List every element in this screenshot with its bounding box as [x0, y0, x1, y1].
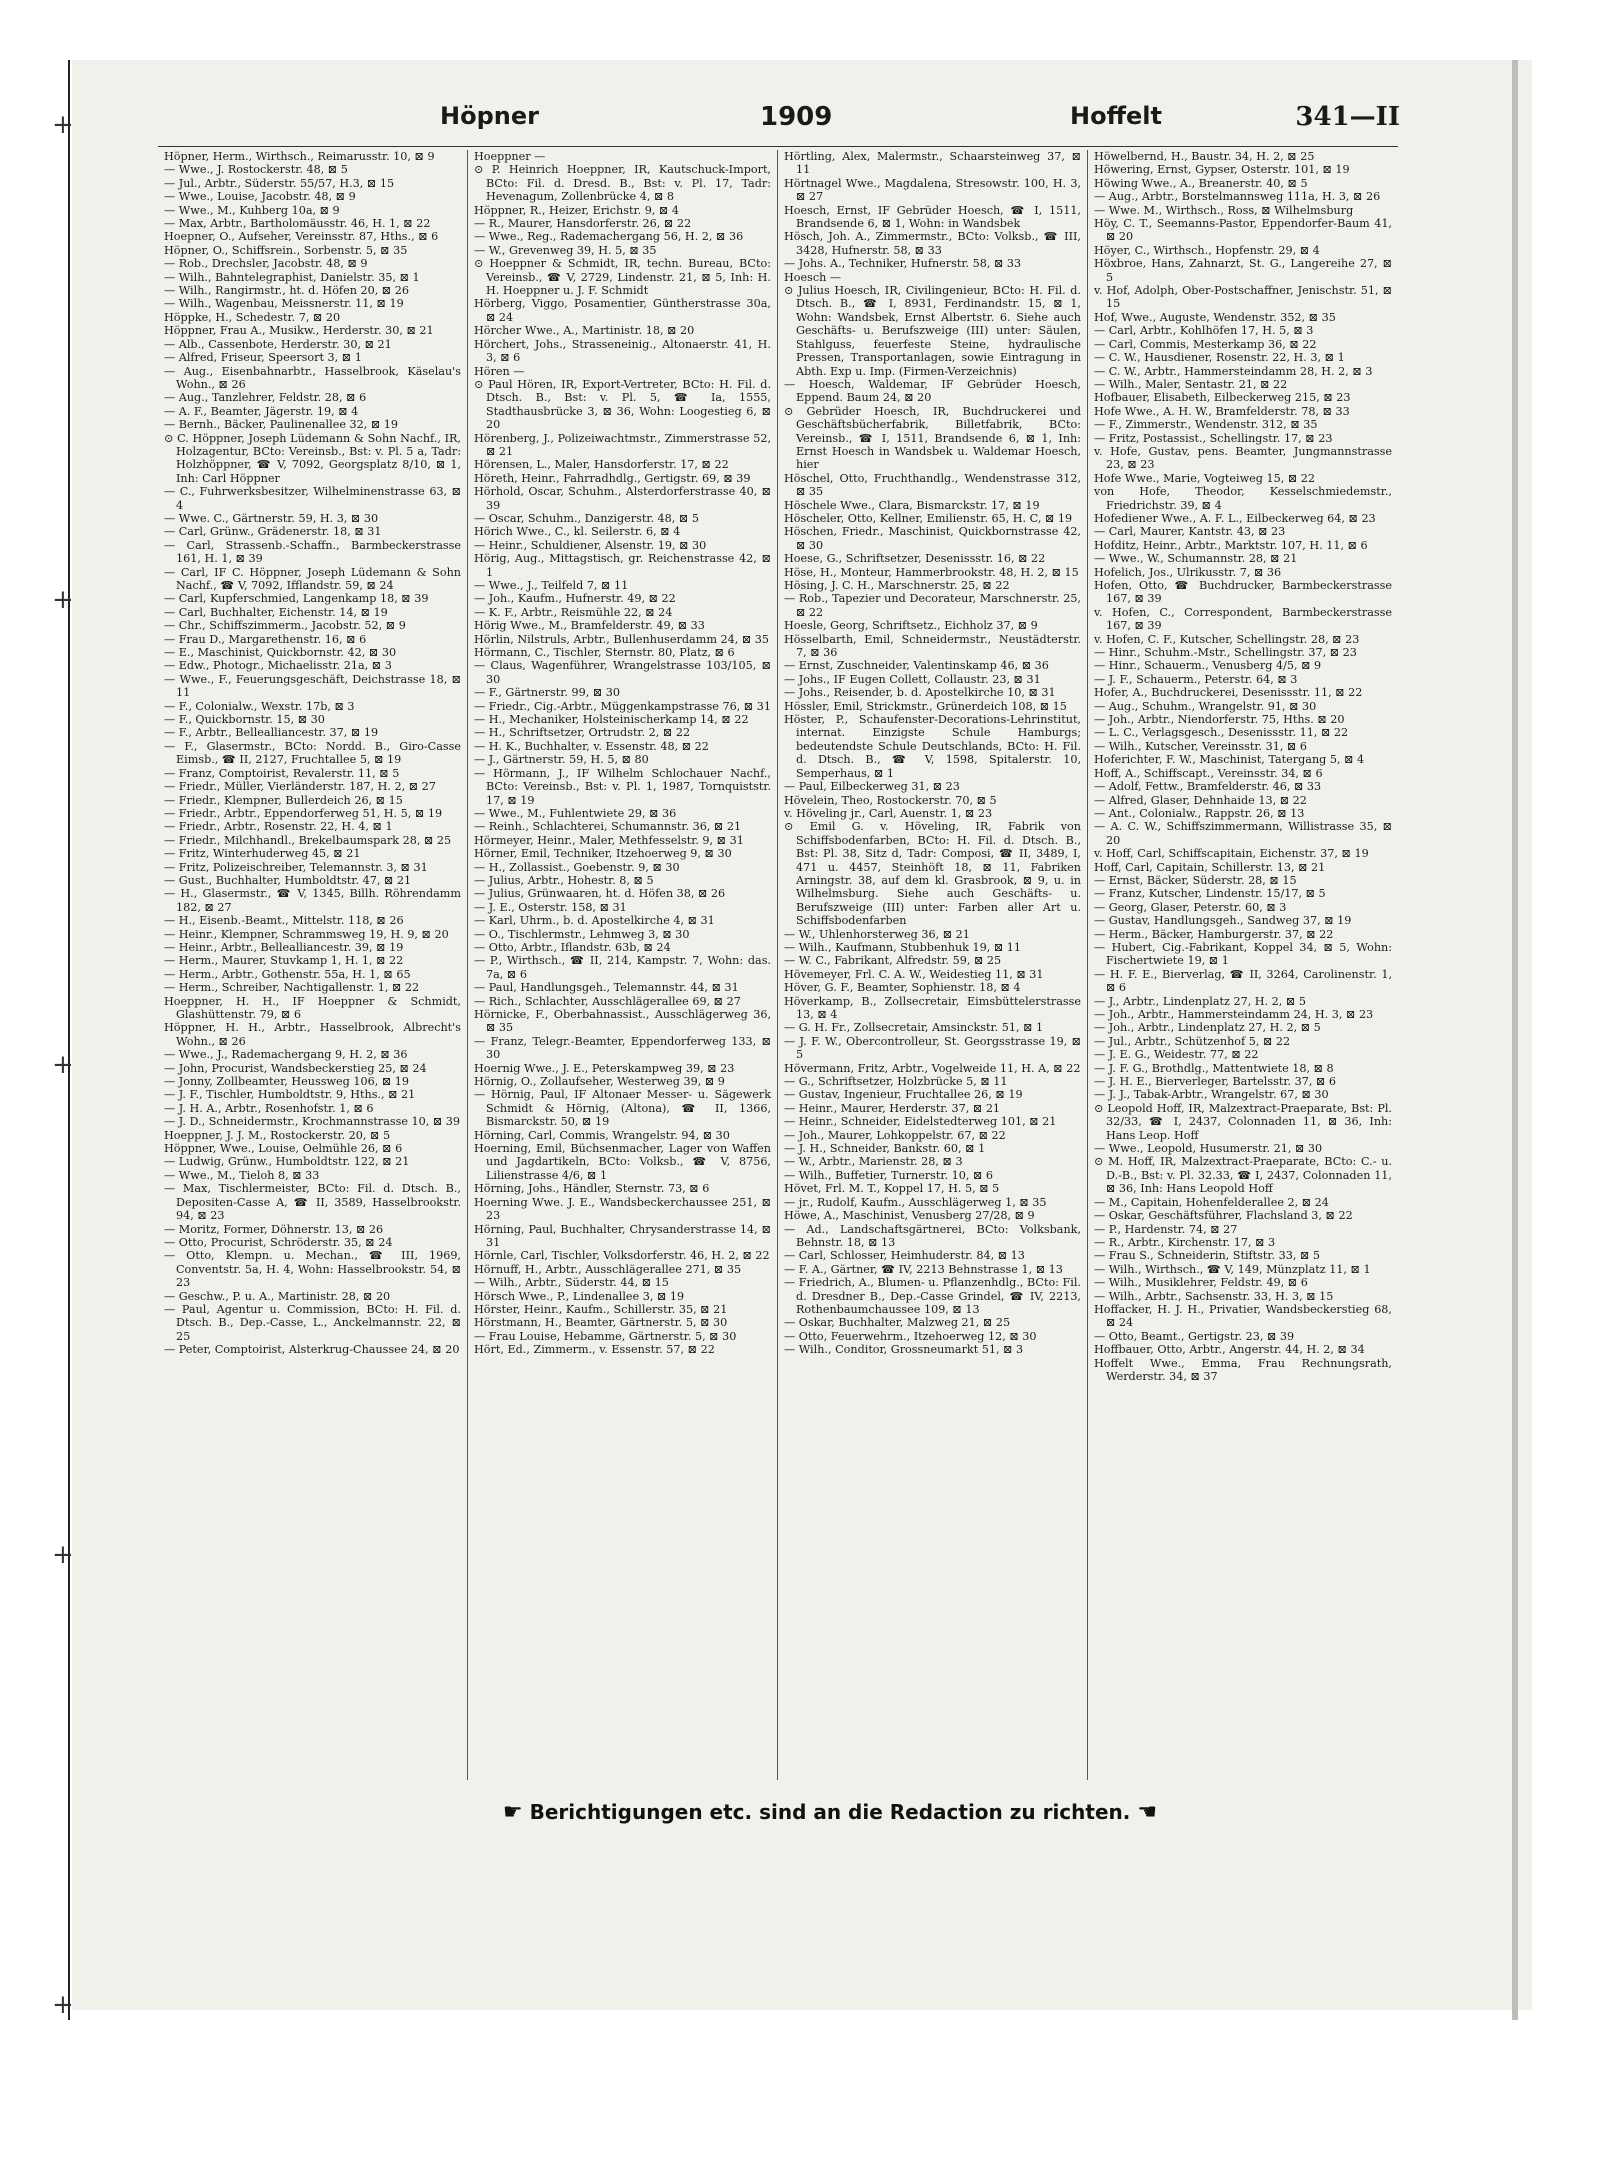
directory-entry: — F., Arbtr., Bellealliancestr. 37, ⊠ 19: [164, 726, 379, 740]
directory-entry: — Wilh., Kutscher, Vereinsstr. 31, ⊠ 6: [1094, 739, 1307, 753]
directory-entry: — Herm., Bäcker, Hamburgerstr. 37, ⊠ 22: [1094, 927, 1334, 941]
directory-entry: — W., Uhlenhorsterweg 36, ⊠ 21: [784, 927, 970, 941]
page-edge-shadow: [1512, 60, 1518, 2020]
directory-entry: Hörnle, Carl, Tischler, Volksdorferstr. 46, H. 2, ⊠ 22: [474, 1249, 770, 1263]
directory-entry: Höxbroe, Hans, Zahnarzt, St. G., Langereihe 27, ⊠ 5: [1094, 257, 1392, 284]
directory-entry: — Wwe. C., Gärtnerstr. 59, H. 3, ⊠ 30: [164, 511, 379, 525]
directory-entry: — Heinr., Klempner, Schrammsweg 19, H. 9, ⊠ 20: [164, 927, 449, 941]
directory-entry: v. Hof, Adolph, Ober-Postschaffner, Jenischstr. 51, ⊠ 15: [1094, 284, 1392, 311]
directory-entry: — Friedr., Milchhandl., Brekelbaumspark 28, ⊠ 25: [164, 833, 452, 847]
directory-entry: — Wwe., F., Feuerungsgeschäft, Deichstrasse 18, ⊠ 11: [164, 672, 461, 700]
directory-entry: von Hofe, Theodor, Kesselschmiedemstr., Friedrichstr. 39, ⊠ 4: [1094, 485, 1392, 512]
directory-entry: — C. W., Hausdiener, Rosenstr. 22, H. 3, ⊠ 1: [1094, 351, 1345, 365]
directory-entry: — Julius, Grünwaaren, ht. d. Höfen 38, ⊠ 26: [474, 887, 726, 901]
directory-entry: — Aug., Tanzlehrer, Feldstr. 28, ⊠ 6: [164, 391, 367, 405]
directory-entry: Hoerning, Emil, Büchsenmacher, Lager von Waffen und Jagdartikeln, BCto: Volksb., ☎ V, 8756, Lilienstrasse 4/6, ⊠ 1: [474, 1142, 771, 1182]
directory-entry: — Joh., Kaufm., Hufnerstr. 49, ⊠ 22: [474, 592, 676, 606]
directory-entry: Hofer, A., Buchdruckerei, Desenissstr. 11, ⊠ 22: [1094, 686, 1363, 700]
directory-entry: — Friedr., Müller, Vierländerstr. 187, H. 2, ⊠ 27: [164, 780, 436, 794]
directory-entry: Hösch, Joh. A., Zimmermstr., BCto: Volksb., ☎ III, 3428, Hufnerstr. 58, ⊠ 33: [784, 230, 1081, 257]
directory-entry: — Wilh., Maler, Sentastr. 21, ⊠ 22: [1094, 377, 1288, 391]
directory-entry: — J. E. G., Weidestr. 77, ⊠ 22: [1094, 1048, 1259, 1062]
directory-entry: Hörster, Heinr., Kaufm., Schillerstr. 35, ⊠ 21: [474, 1302, 728, 1316]
directory-entry: Hörnicke, F., Oberbahnassist., Ausschlägerweg 36, ⊠ 35: [474, 1008, 771, 1035]
footer-text: Berichtigungen etc. sind an die Redaction zu richten.: [529, 1800, 1131, 1824]
directory-entry: — Jonny, Zollbeamter, Heussweg 106, ⊠ 19: [164, 1075, 410, 1089]
directory-entry: — Rob., Drechsler, Jacobstr. 48, ⊠ 9: [164, 257, 368, 271]
directory-entry: — Wwe., W., Schumannstr. 28, ⊠ 21: [1094, 552, 1298, 566]
directory-entry: Hoernig Wwe., J. E., Peterskampweg 39, ⊠ 23: [474, 1061, 735, 1075]
directory-entry: — Chr., Schiffszimmerm., Jacobstr. 52, ⊠ 9: [164, 619, 406, 633]
directory-entry: Höpner, Herm., Wirthsch., Reimarusstr. 10, ⊠ 9: [164, 150, 435, 163]
header-last-name: Hoffelt: [1070, 102, 1162, 130]
directory-entry: — Heinr., Schuldiener, Alsenstr. 19, ⊠ 30: [474, 538, 707, 552]
directory-entry: — Wwe., Leopold, Husumerstr. 21, ⊠ 30: [1094, 1142, 1323, 1156]
binding-edge: [68, 60, 70, 2020]
directory-entry: Hörsch Wwe., P., Lindenallee 3, ⊠ 19: [474, 1289, 685, 1303]
directory-entry: ⊙ Gebrüder Hoesch, IR, Buchdruckerei und Geschäftsbücherfabrik, Billetfabrik, BCto: Vereinsb., ☎ I, 1511, Brandsende 6, ⊠ 1, Inh: Ernst Hoesch in Wandsbek u. Waldemar Hoesch, hier: [784, 404, 1081, 472]
directory-entry: — Joh., Arbtr., Lindenplatz 27, H. 2, ⊠ 5: [1094, 1021, 1321, 1035]
directory-entry: Hövemeyer, Frl. C. A. W., Weidestieg 11, ⊠ 31: [784, 967, 1044, 981]
directory-entry: — Wilh., Rangirmstr., ht. d. Höfen 20, ⊠ 26: [164, 284, 409, 298]
directory-entry: — C. W., Arbtr., Hammersteindamm 28, H. 2, ⊠ 3: [1094, 364, 1373, 378]
directory-entry: — Heinr., Maurer, Herderstr. 37, ⊠ 21: [784, 1101, 1001, 1115]
directory-entry: — Gust., Buchhalter, Humboldtstr. 47, ⊠ 21: [164, 873, 412, 887]
directory-entry: Höverkamp, B., Zollsecretair, Eimsbüttelerstrasse 13, ⊠ 4: [784, 994, 1081, 1021]
directory-entry: — Hubert, Cig.-Fabrikant, Koppel 34, ⊠ 5, Wohn: Fischertwiete 19, ⊠ 1: [1094, 940, 1392, 968]
directory-entry: Hörnuff, H., Arbtr., Ausschlägerallee 271, ⊠ 35: [474, 1262, 742, 1276]
directory-entry: Hoffbauer, Otto, Arbtr., Angerstr. 44, H. 2, ⊠ 34: [1094, 1343, 1365, 1357]
directory-entry: Hofditz, Heinr., Arbtr., Marktstr. 107, H. 11, ⊠ 6: [1094, 538, 1368, 552]
directory-entry: — J. F. G., Brothdlg., Mattentwiete 18, ⊠ 8: [1094, 1061, 1334, 1075]
directory-entry: Hörcher Wwe., A., Martinistr. 18, ⊠ 20: [474, 324, 695, 338]
directory-entry: — H., Eisenb.-Beamt., Mittelstr. 118, ⊠ 26: [164, 914, 404, 928]
directory-entry: Hörning, Johs., Händler, Sternstr. 73, ⊠ 6: [474, 1182, 710, 1196]
directory-entry: — K. F., Arbtr., Reismühle 22, ⊠ 24: [474, 605, 673, 619]
directory-entry: Höreth, Heinr., Fahrradhdlg., Gertigstr. 69, ⊠ 39: [474, 471, 751, 485]
directory-entry: — P., Wirthsch., ☎ II, 214, Kampstr. 7, Wohn: das. 7a, ⊠ 6: [474, 954, 771, 981]
directory-entry: — Hoesch, Waldemar, IF Gebrüder Hoesch, Eppend. Baum 24, ⊠ 20: [784, 377, 1081, 405]
directory-entry: — Friedr., Cig.-Arbtr., Müggenkampstrasse 76, ⊠ 31: [474, 699, 771, 713]
directory-entry: — Jul., Arbtr., Schützenhof 5, ⊠ 22: [1094, 1034, 1291, 1048]
directory-entry: — Fritz, Postassist., Schellingstr. 17, ⊠ 23: [1094, 431, 1333, 445]
column-1: [158, 150, 468, 1780]
directory-entry: — Hinr., Schuhm.-Mstr., Schellingstr. 37, ⊠ 23: [1094, 646, 1357, 660]
directory-entry: Höpner, O., Schiffsrein., Sorbenstr. 5, ⊠ 35: [164, 243, 408, 257]
directory-entry: ⊙ Paul Hören, IR, Export-Vertreter, BCto: H. Fil. d. Dtsch. B., Bst: v. Pl. 5, ☎ Ia, 1555, Stadthausbrücke 3, ⊠ 36, Wohn: Loogestieg 6, ⊠ 20: [474, 377, 771, 432]
directory-entry: ⊙ Hoeppner & Schmidt, IR, techn. Bureau, BCto: Vereinsb., ☎ V, 2729, Lindenstr. 21, ⊠ 5, Inh: H. H. Hoeppner u. J. F. Schmidt: [474, 257, 771, 298]
directory-entry: Hörning, Carl, Commis, Wrangelstr. 94, ⊠ 30: [474, 1128, 730, 1142]
directory-entry: — Johs., Reisender, b. d. Apostelkirche 10, ⊠ 31: [784, 686, 1056, 700]
directory-entry: — Hörmann, J., IF Wilhelm Schlochauer Nachf., BCto: Vereinsb., Bst: v. Pl. 1, 1987, Tornquiststr. 17, ⊠ 19: [474, 766, 771, 807]
directory-entry: — J. D., Schneidermstr., Krochmannstrasse 10, ⊠ 39: [164, 1115, 461, 1129]
directory-entry: Hövet, Frl. M. T., Koppel 17, H. 5, ⊠ 5: [784, 1182, 1000, 1196]
directory-entry: ⊙ Emil G. v. Höveling, IR, Fabrik von Schiffsbodenfarben, BCto: H. Fil. d. Dtsch. B., Bst: Pl. 38, Sitz d, Tadr: Composi, ☎ II, 3489, I, 471 u. 4457, Steinhöft 18, ⊠ 11, Fabriken Arningstr. 38, auf dem kl. Grasbrook, ⊠ 9, u. in Wilhelmsburg. Siehe auch Geschäfts- u. Berufszweige (III) unter: Farben aller Art u. Schiffsbodenfarben: [784, 820, 1081, 928]
directory-entry: Hoferichter, F. W., Maschinist, Tatergang 5, ⊠ 4: [1094, 753, 1365, 767]
directory-entry: — Adolf, Fettw., Bramfelderstr. 46, ⊠ 33: [1094, 780, 1322, 794]
directory-entry: — Herm., Schreiber, Nachtigallenstr. 1, ⊠ 22: [164, 981, 420, 995]
directory-entry: — Wilh., Conditor, Grossneumarkt 51, ⊠ 3: [784, 1343, 1024, 1357]
directory-entry: — Jul., Arbtr., Süderstr. 55/57, H.3, ⊠ 15: [164, 176, 395, 190]
directory-entry: — Carl, Strassenb.-Schaffn., Barmbeckerstrasse 161, H. 1, ⊠ 39: [164, 538, 461, 566]
directory-entry: Höse, H., Monteur, Hammerbrookstr. 48, H. 2, ⊠ 15: [784, 565, 1079, 579]
directory-entry: Hoesch, Ernst, IF Gebrüder Hoesch, ☎ I, 1511, Brandsende 6, ⊠ 1, Wohn: in Wandsbek: [784, 203, 1081, 231]
directory-entry: — Oskar, Buchhalter, Malzweg 21, ⊠ 25: [784, 1316, 1011, 1330]
directory-entry: — Gustav, Handlungsgeh., Sandweg 37, ⊠ 19: [1094, 914, 1352, 928]
directory-entry: Hörensen, L., Maler, Hansdorferstr. 17, ⊠ 22: [474, 458, 729, 472]
directory-entry: — G. H. Fr., Zollsecretair, Amsinckstr. 51, ⊠ 1: [784, 1021, 1044, 1035]
directory-entry: — Carl, Arbtr., Kohlhöfen 17, H. 5, ⊠ 3: [1094, 324, 1314, 338]
binding-mark: +: [52, 110, 74, 140]
directory-entry: Hösing, J. C. H., Marschnerstr. 25, ⊠ 22: [784, 579, 1010, 592]
directory-entry: Hösselbarth, Emil, Schneidermstr., Neustädterstr. 7, ⊠ 36: [784, 632, 1081, 660]
directory-entry: — Ernst, Bäcker, Süderstr. 28, ⊠ 15: [1094, 873, 1297, 887]
directory-entry: Hof, Wwe., Auguste, Wendenstr. 352, ⊠ 35: [1094, 310, 1336, 324]
directory-entry: Hövermann, Fritz, Arbtr., Vogelweide 11, H. A, ⊠ 22: [784, 1061, 1081, 1075]
directory-entry: Hoeppner —: [474, 150, 546, 163]
directory-entry: — W., Grevenweg 39, H. 5, ⊠ 35: [474, 243, 657, 257]
directory-entry: Höwelbernd, H., Baustr. 34, H. 2, ⊠ 25: [1094, 150, 1315, 163]
directory-entry: — L. C., Verlagsgesch., Desenissstr. 11, ⊠ 22: [1094, 726, 1349, 740]
directory-entry: Hoffacker, H. J. H., Privatier, Wandsbeckerstieg 68, ⊠ 24: [1094, 1302, 1392, 1330]
directory-entry: — Paul, Handlungsgeh., Telemannstr. 44, ⊠ 31: [474, 981, 739, 995]
directory-entry: Hössler, Emil, Strickmstr., Grünerdeich 108, ⊠ 15: [784, 699, 1067, 713]
directory-entry: — F., Gärtnerstr. 99, ⊠ 30: [474, 686, 621, 700]
directory-entry: — Wilh., Bahntelegraphist, Danielstr. 35, ⊠ 1: [164, 270, 420, 284]
directory-entry: — C., Fuhrwerksbesitzer, Wilhelminenstrasse 63, ⊠ 4: [164, 485, 461, 512]
directory-entry: — J. F. W., Obercontrolleur, St. Georgsstrasse 19, ⊠ 5: [784, 1034, 1081, 1062]
directory-entry: — Herm., Arbtr., Gothenstr. 55a, H. 1, ⊠ 65: [164, 967, 411, 981]
running-header: [150, 102, 1400, 138]
directory-entry: — Friedrich, A., Blumen- u. Pflanzenhdlg., BCto: Fil. d. Dresdner B., Dep.-Casse Grindel, ☎ IV, 2213, Rothenbaumchaussee 109, ⊠ 13: [784, 1276, 1081, 1316]
directory-entry: — Wwe., J., Rademachergang 9, H. 2, ⊠ 36: [164, 1048, 408, 1062]
directory-entry: — Otto, Klempn. u. Mechan., ☎ III, 1969, Conventstr. 5a, H. 4, Wohn: Hasselbrookstr. 54, ⊠ 23: [164, 1249, 461, 1290]
column-2: [468, 150, 778, 1780]
directory-entry: — Aug., Eisenbahnarbtr., Hasselbrook, Käselau's Wohn., ⊠ 26: [164, 364, 461, 391]
directory-entry: ⊙ Leopold Hoff, IR, Malzextract-Praeparate, Bst: Pl. 32/33, ☎ I, 2437, Colonnaden 11, ⊠ 36, Inh: Hans Leop. Hoff: [1094, 1101, 1392, 1142]
directory-entry: Hoff, A., Schiffscapt., Vereinsstr. 34, ⊠ 6: [1094, 766, 1323, 780]
directory-entry: — Reinh., Schlachterei, Schumannstr. 36, ⊠ 21: [474, 820, 742, 834]
directory-entry: Hörning, Paul, Buchhalter, Chrysanderstrasse 14, ⊠ 31: [474, 1222, 771, 1249]
directory-entry: Hörner, Emil, Techniker, Itzehoerweg 9, ⊠ 30: [474, 847, 732, 861]
directory-entry: — Bernh., Bäcker, Paulinenallee 32, ⊠ 19: [164, 418, 399, 432]
directory-entry: Höschel, Otto, Fruchthandlg., Wendenstrasse 312, ⊠ 35: [784, 471, 1081, 499]
directory-entry: Hörstmann, H., Beamter, Gärtnerstr. 5, ⊠ 30: [474, 1316, 728, 1330]
directory-entry: — F., Glasermstr., BCto: Nordd. B., Giro-Casse Eimsb., ☎ II, 2127, Fruchtallee 5, ⊠ 19: [164, 739, 461, 767]
directory-entry: — H., Schriftsetzer, Ortrudstr. 2, ⊠ 22: [474, 726, 691, 740]
directory-entry: — Edw., Photogr., Michaelisstr. 21a, ⊠ 3: [164, 659, 392, 673]
directory-entry: — H., Mechaniker, Holsteinischerkamp 14, ⊠ 22: [474, 713, 749, 727]
directory-entry: — Oscar, Schuhm., Danzigerstr. 48, ⊠ 5: [474, 511, 699, 525]
directory-entry: ⊙ M. Hoff, IR, Malzextract-Praeparate, BCto: C.- u. D.-B., Bst: v. Pl. 32.33, ☎ I, 2437, Colonnaden 11, ⊠ 36, Inh: Hans Leopold Hoff: [1094, 1155, 1392, 1196]
directory-entry: — Wwe., M., Tieloh 8, ⊠ 33: [164, 1168, 320, 1182]
directory-entry: — Ludwig, Grünw., Humboldtstr. 122, ⊠ 21: [164, 1155, 410, 1169]
directory-entry: — J. J., Tabak-Arbtr., Wrangelstr. 67, ⊠ 30: [1094, 1088, 1329, 1102]
directory-entry: — Wwe., Louise, Jacobstr. 48, ⊠ 9: [164, 190, 356, 204]
directory-entry: — Geschw., P. u. A., Martinistr. 28, ⊠ 20: [164, 1289, 391, 1303]
directory-entry: Hofe Wwe., Marie, Vogteiweg 15, ⊠ 22: [1094, 471, 1316, 485]
directory-entry: Hörhold, Oscar, Schuhm., Alsterdorferstrasse 40, ⊠ 39: [474, 485, 771, 512]
directory-entry: Höwe, A., Maschinist, Venusberg 27/28, ⊠ 9: [784, 1209, 1035, 1223]
directory-entry: — Friedr., Klempner, Bullerdeich 26, ⊠ 15: [164, 793, 403, 807]
directory-entry: — Alb., Cassenbote, Herderstr. 30, ⊠ 21: [164, 337, 392, 351]
directory-entry: Hörchert, Johs., Strasseneinig., Altonaerstr. 41, H. 3, ⊠ 6: [474, 337, 771, 365]
directory-entry: Höster, P., Schaufenster-Decorations-Lehrinstitut, internat. Einzigste Schule Hamburgs; bedeutendste Schule Deutschlands, BCto: H. Fil. d. Dtsch. B., ☎ V, 1598, Spitalerstr. 10, Semperhaus, ⊠ 1: [784, 713, 1081, 780]
directory-entry: — G., Schriftsetzer, Holzbrücke 5, ⊠ 11: [784, 1075, 1008, 1089]
directory-entry: — Peter, Comptoirist, Alsterkrug-Chaussee 24, ⊠ 20: [164, 1343, 460, 1357]
directory-entry: Hofen, Otto, ☎ Buchdrucker, Barmbeckerstrasse 167, ⊠ 39: [1094, 579, 1392, 606]
directory-entry: — Georg, Glaser, Peterstr. 60, ⊠ 3: [1094, 900, 1287, 914]
directory-entry: — Carl, Buchhalter, Eichenstr. 14, ⊠ 19: [164, 605, 388, 619]
pointing-hand-right-icon: ☛: [502, 1800, 523, 1825]
directory-entry: — Ad., Landschaftsgärtnerei, BCto: Volksbank, Behnstr. 18, ⊠ 13: [784, 1222, 1081, 1249]
directory-entry: — R., Arbtr., Kirchenstr. 17, ⊠ 3: [1094, 1235, 1276, 1249]
directory-entry: — J. H. E., Bierverleger, Bartelsstr. 37, ⊠ 6: [1094, 1075, 1336, 1089]
directory-entry: — Aug., Schuhm., Wrangelstr. 91, ⊠ 30: [1094, 699, 1317, 713]
binding-mark: +: [52, 585, 74, 615]
directory-entry: — W. C., Fabrikant, Alfredstr. 59, ⊠ 25: [784, 954, 1002, 968]
directory-entry: — Otto, Arbtr., Iflandstr. 63b, ⊠ 24: [474, 940, 671, 954]
directory-entry: Hoepner, O., Aufseher, Vereinsstr. 87, Hths., ⊠ 6: [164, 230, 439, 244]
directory-entry: ⊙ C. Höppner, Joseph Lüdemann & Sohn Nachf., IR, Holzagentur, BCto: Vereinsb., Bst: v. Pl. 5 a, Tadr: Holzhöppner, ☎ V, 7092, Georgsplatz 8/10, ⊠ 1, Inh: Carl Höppner: [164, 431, 461, 485]
directory-entry: — Carl, Kupferschmied, Langenkamp 18, ⊠ 39: [164, 592, 429, 606]
directory-entry: Hofe Wwe., A. H. W., Bramfelderstr. 78, ⊠ 33: [1094, 404, 1350, 418]
directory-entry: Hörig, Aug., Mittagstisch, gr. Reichenstrasse 42, ⊠ 1: [474, 552, 771, 579]
directory-entry: Hoese, G., Schriftsetzer, Desenissstr. 16, ⊠ 22: [784, 552, 1046, 566]
directory-entry: — J. F., Schauerm., Peterstr. 64, ⊠ 3: [1094, 672, 1298, 686]
directory-entry: Höscheler, Otto, Kellner, Emilienstr. 65, H. C, ⊠ 19: [784, 511, 1073, 525]
directory-entry: v. Hofen, C., Correspondent, Barmbeckerstrasse 167, ⊠ 39: [1094, 605, 1392, 633]
directory-entry: — Karl, Uhrm., b. d. Apostelkirche 4, ⊠ 31: [474, 914, 715, 928]
directory-entry: Hoesle, Georg, Schriftsetz., Eichholz 37, ⊠ 9: [784, 619, 1038, 633]
directory-entry: Hörberg, Viggo, Posamentier, Güntherstrasse 30a, ⊠ 24: [474, 297, 771, 324]
directory-entry: Höy, C. T., Seemanns-Pastor, Eppendorfer-Baum 41, ⊠ 20: [1094, 217, 1392, 244]
directory-entry: — Wilh., Buffetier, Turnerstr. 10, ⊠ 6: [784, 1168, 994, 1182]
page-number: 341—II: [1295, 102, 1400, 132]
directory-entry: — Hinr., Schauerm., Venusberg 4/5, ⊠ 9: [1094, 659, 1322, 673]
directory-entry: — E., Maschinist, Quickbornstr. 42, ⊠ 30: [164, 646, 397, 660]
binding-mark: +: [52, 1540, 74, 1570]
directory-entry: — Carl, Grünw., Grädenerstr. 18, ⊠ 31: [164, 525, 382, 539]
directory-entry: — Aug., Arbtr., Borstelmannsweg 111a, H. 3, ⊠ 26: [1094, 190, 1381, 204]
directory-entry: — H., Glasermstr., ☎ V, 1345, Billh. Röhrendamm 182, ⊠ 27: [164, 887, 461, 914]
directory-entry: — Wwe., M., Kuhberg 10a, ⊠ 9: [164, 203, 340, 217]
directory-entry: — Wwe. M., Wirthsch., Ross, ⊠ Wilhelmsburg: [1094, 203, 1354, 217]
directory-entry: Höppke, H., Schedestr. 7, ⊠ 20: [164, 310, 341, 324]
directory-entry: — W., Arbtr., Marienstr. 28, ⊠ 3: [784, 1155, 963, 1169]
directory-entry: — Friedr., Arbtr., Eppendorferweg 51, H. 5, ⊠ 19: [164, 806, 443, 820]
directory-entry: — Paul, Eilbeckerweg 31, ⊠ 23: [784, 780, 960, 794]
directory-entry: Hoffelt Wwe., Emma, Frau Rechnungsrath, Werderstr. 34, ⊠ 37: [1094, 1356, 1392, 1383]
directory-entry: Hörlin, Nilstruls, Arbtr., Bullenhuserdamm 24, ⊠ 35: [474, 632, 769, 646]
column-3: [778, 150, 1088, 1780]
directory-entry: Hofediener Wwe., A. F. L., Eilbeckerweg 64, ⊠ 23: [1094, 511, 1376, 525]
binding-mark: +: [52, 1050, 74, 1080]
directory-entry: — Paul, Agentur u. Commission, BCto: H. Fil. d. Dtsch. B., Dep.-Casse, L., Anckelmannstr. 22, ⊠ 25: [164, 1302, 461, 1343]
directory-entry: — Wilh., Arbtr., Sachsenstr. 33, H. 3, ⊠ 15: [1094, 1289, 1334, 1303]
directory-entry: — Alfred, Friseur, Speersort 3, ⊠ 1: [164, 351, 362, 365]
directory-entry: — Frau Louise, Hebamme, Gärtnerstr. 5, ⊠ 30: [474, 1329, 737, 1343]
directory-entry: — F., Zimmerstr., Wendenstr. 312, ⊠ 35: [1094, 418, 1318, 432]
directory-entry: — Heinr., Arbtr., Bellealliancestr. 39, ⊠ 19: [164, 940, 404, 954]
directory-entry: v. Hofe, Gustav, pens. Beamter, Jungmannstrasse 23, ⊠ 23: [1094, 444, 1392, 472]
directory-entry: — Otto, Beamt., Gertigstr. 23, ⊠ 39: [1094, 1329, 1295, 1343]
directory-entry: — Wwe., M., Fuhlentwiete 29, ⊠ 36: [474, 806, 677, 820]
directory-entry: Hört, Ed., Zimmerm., v. Essenstr. 57, ⊠ 22: [474, 1343, 715, 1357]
pointing-hand-left-icon: ☚: [1137, 1800, 1158, 1825]
directory-entry: — J., Arbtr., Lindenplatz 27, H. 2, ⊠ 5: [1094, 994, 1306, 1008]
directory-entry: — Wilh., Arbtr., Süderstr. 44, ⊠ 15: [474, 1276, 669, 1290]
directory-entry: — Friedr., Arbtr., Rosenstr. 22, H. 4, ⊠ 1: [164, 820, 393, 834]
directory-entry: — J., Gärtnerstr. 59, H. 5, ⊠ 80: [474, 753, 649, 767]
directory-entry: — H. K., Buchhalter, v. Essenstr. 48, ⊠ 22: [474, 739, 709, 753]
directory-entry: Hoesch —: [784, 270, 842, 284]
directory-entry: — A. C. W., Schiffszimmermann, Willistrasse 35, ⊠ 20: [1094, 820, 1392, 847]
directory-entry: Hören —: [474, 364, 525, 378]
directory-entry: Hörtling, Alex, Malermstr., Schaarsteinweg 37, ⊠ 11: [784, 150, 1081, 177]
directory-entry: — Fritz, Polizeischreiber, Telemannstr. 3, ⊠ 31: [164, 860, 428, 874]
directory-entry: — M., Capitain, Hohenfelderallee 2, ⊠ 24: [1094, 1195, 1329, 1209]
directory-entry: — Alfred, Glaser, Dehnhaide 13, ⊠ 22: [1094, 793, 1307, 807]
directory-entry: — Franz, Kutscher, Lindenstr. 15/17, ⊠ 5: [1094, 887, 1326, 901]
directory-columns: [158, 150, 1398, 1780]
directory-entry: — F. A., Gärtner, ☎ IV, 2213 Behnstrasse 1, ⊠ 13: [784, 1262, 1063, 1276]
directory-entry: Höppner, Frau A., Musikw., Herderstr. 30, ⊠ 21: [164, 324, 434, 338]
column-4: [1088, 150, 1398, 1780]
directory-entry: — Wilh., Wagenbau, Meissnerstr. 11, ⊠ 19: [164, 297, 404, 311]
directory-entry: — Max, Tischlermeister, BCto: Fil. d. Dtsch. B., Depositen-Casse A, ☎ II, 3589, Hasselbrookstr. 94, ⊠ 23: [164, 1182, 461, 1223]
directory-entry: — F., Quickbornstr. 15, ⊠ 30: [164, 713, 325, 727]
directory-entry: Hoff, Carl, Capitain, Schillerstr. 13, ⊠ 21: [1094, 860, 1326, 874]
directory-entry: — Carl, Maurer, Kantstr. 43, ⊠ 23: [1094, 525, 1286, 539]
directory-entry: Hörmann, C., Tischler, Sternstr. 80, Platz, ⊠ 6: [474, 646, 735, 660]
directory-entry: — J. F., Tischler, Humboldtstr. 9, Hths., ⊠ 21: [164, 1088, 416, 1102]
directory-entry: Hörnig, O., Zollaufseher, Westerweg 39, ⊠ 9: [474, 1075, 725, 1089]
directory-entry: — Frau D., Margarethenstr. 16, ⊠ 6: [164, 632, 367, 646]
directory-entry: — Wwe., J., Teilfeld 7, ⊠ 11: [474, 579, 629, 592]
directory-entry: ⊙ P. Heinrich Hoeppner, IR, Kautschuck-Import, BCto: Fil. d. Dresd. B., Bst: v. Pl. 17, Tadr: Hevenagum, Zollenbrücke 4, ⊠ 8: [474, 163, 771, 204]
directory-entry: — Joh., Arbtr., Hammersteindamm 24, H. 3, ⊠ 23: [1094, 1008, 1374, 1021]
directory-entry: — Franz, Comptoirist, Revalerstr. 11, ⊠ 5: [164, 766, 400, 780]
directory-entry: — F., Colonialw., Wexstr. 17b, ⊠ 3: [164, 699, 355, 713]
directory-entry: Höwing Wwe., A., Breanerstr. 40, ⊠ 5: [1094, 176, 1308, 190]
directory-entry: Höver, G. F., Beamter, Sophienstr. 18, ⊠ 4: [784, 981, 1021, 995]
directory-entry: — Hörnig, Paul, IF Altonaer Messer- u. Sägewerk Schmidt & Hörnig, (Altona), ☎ II, 1366, Bismarckstr. 50, ⊠ 19: [474, 1088, 771, 1129]
directory-entry: Höschen, Friedr., Maschinist, Quickbornstrasse 42, ⊠ 30: [784, 525, 1081, 552]
directory-entry: — Carl, Schlosser, Heimhuderstr. 84, ⊠ 13: [784, 1249, 1025, 1263]
directory-entry: Höppner, Wwe., Louise, Oelmühle 26, ⊠ 6: [164, 1142, 403, 1156]
directory-entry: — Rich., Schlachter, Ausschlägerallee 69, ⊠ 27: [474, 994, 741, 1008]
directory-entry: Hörich Wwe., C., kl. Seilerstr. 6, ⊠ 4: [474, 525, 681, 539]
directory-entry: — Otto, Feuerwehrm., Itzehoerweg 12, ⊠ 30: [784, 1329, 1037, 1343]
directory-entry: — Rob., Tapezier und Decorateur, Marschnerstr. 25, ⊠ 22: [784, 592, 1081, 619]
directory-entry: v. Hofen, C. F., Kutscher, Schellingstr. 28, ⊠ 23: [1094, 632, 1360, 646]
directory-entry: Hörmeyer, Heinr., Maler, Methfesselstr. 9, ⊠ 31: [474, 833, 744, 847]
directory-entry: — Max, Arbtr., Bartholomäusstr. 46, H. 1, ⊠ 22: [164, 217, 431, 231]
directory-entry: — Heinr., Schneider, Eidelstedterweg 101, ⊠ 21: [784, 1115, 1057, 1129]
directory-entry: — Wilh., Wirthsch., ☎ V, 149, Münzplatz 11, ⊠ 1: [1094, 1262, 1371, 1276]
directory-entry: Hörenberg, J., Polizeiwachtmstr., Zimmerstrasse 52, ⊠ 21: [474, 431, 771, 458]
directory-entry: Hörig Wwe., M., Bramfelderstr. 49, ⊠ 33: [474, 619, 705, 633]
directory-entry: — Ant., Colonialw., Rappstr. 26, ⊠ 13: [1094, 806, 1305, 820]
directory-entry: — J. H., Schneider, Bankstr. 60, ⊠ 1: [784, 1142, 986, 1156]
directory-entry: — A. F., Beamter, Jägerstr. 19, ⊠ 4: [164, 404, 359, 418]
header-year: 1909: [760, 102, 833, 132]
directory-entry: — H. F. E., Bierverlag, ☎ II, 3264, Carolinenstr. 1, ⊠ 6: [1094, 967, 1392, 995]
binding-mark: +: [52, 1990, 74, 2020]
directory-entry: — J. H. A., Arbtr., Rosenhofstr. 1, ⊠ 6: [164, 1101, 374, 1115]
directory-entry: Höwering, Ernst, Gypser, Osterstr. 101, ⊠ 19: [1094, 163, 1350, 177]
directory-entry: — Ernst, Zuschneider, Valentinskamp 46, ⊠ 36: [784, 659, 1049, 673]
directory-entry: — Wwe., J. Rostockerstr. 48, ⊠ 5: [164, 163, 348, 177]
directory-entry: — Carl, IF C. Höppner, Joseph Lüdemann & Sohn Nachf., ☎ V, 7092, Ifflandstr. 59, ⊠ 24: [164, 565, 461, 592]
header-first-name: Höpner: [440, 102, 539, 130]
directory-entry: v. Höveling jr., Carl, Auenstr. 1, ⊠ 23: [784, 806, 993, 820]
directory-entry: Hofbauer, Elisabeth, Eilbeckerweg 215, ⊠ 23: [1094, 391, 1351, 405]
directory-entry: — Wwe., Reg., Rademachergang 56, H. 2, ⊠ 36: [474, 230, 744, 244]
directory-entry: — Claus, Wagenführer, Wrangelstrasse 103/105, ⊠ 30: [474, 659, 771, 686]
directory-entry: Höschele Wwe., Clara, Bismarckstr. 17, ⊠ 19: [784, 498, 1040, 512]
directory-entry: Höppner, H. H., Arbtr., Hasselbrook, Albrecht's Wohn., ⊠ 26: [164, 1021, 461, 1048]
directory-entry: — Carl, Commis, Mesterkamp 36, ⊠ 22: [1094, 337, 1317, 351]
directory-entry: — Otto, Procurist, Schröderstr. 35, ⊠ 24: [164, 1235, 393, 1249]
directory-entry: — Joh., Maurer, Lohkoppelstr. 67, ⊠ 22: [784, 1128, 1006, 1142]
directory-entry: ⊙ Julius Hoesch, IR, Civilingenieur, BCto: H. Fil. d. Dtsch. B., ☎ I, 8931, Ferdinandstr. 15, ⊠ 1, Wohn: Wandsbek, Ernst Albertstr. 6. Siehe auch Geschäfts- u. Berufszweige (III) unter: Säulen, Stahlguss, feuerfeste Steine, hydraulische Pressen, Transportanlagen, sowie Eintragung in Abth. Exp u. Imp. (Firmen-Verzeichnis): [784, 284, 1081, 378]
directory-entry: Hoeppner, J. J. M., Rostockerstr. 20, ⊠ 5: [164, 1128, 391, 1142]
directory-entry: Höppner, R., Heizer, Erichstr. 9, ⊠ 4: [474, 203, 679, 217]
directory-entry: — Franz, Telegr.-Beamter, Eppendorferweg 133, ⊠ 30: [474, 1034, 771, 1062]
directory-entry: — Oskar, Geschäftsführer, Flachsland 3, ⊠ 22: [1094, 1209, 1353, 1223]
header-rule: [158, 146, 1398, 147]
directory-entry: Höyer, C., Wirthsch., Hopfenstr. 29, ⊠ 4: [1094, 243, 1320, 257]
directory-entry: — Joh., Arbtr., Niendorferstr. 75, Hths. ⊠ 20: [1094, 713, 1345, 727]
directory-entry: — Wilh., Kaufmann, Stubbenhuk 19, ⊠ 11: [784, 940, 1022, 954]
directory-entry: — Moritz, Former, Döhnerstr. 13, ⊠ 26: [164, 1222, 384, 1236]
directory-entry: — J. E., Osterstr. 158, ⊠ 31: [474, 900, 627, 914]
directory-entry: — Fritz, Winterhuderweg 45, ⊠ 21: [164, 847, 361, 861]
directory-entry: Hoerning Wwe. J. E., Wandsbeckerchaussee 251, ⊠ 23: [474, 1195, 771, 1223]
directory-entry: — R., Maurer, Hansdorferstr. 26, ⊠ 22: [474, 217, 692, 231]
directory-entry: Hoeppner, H. H., IF Hoeppner & Schmidt, Glashüttenstr. 79, ⊠ 6: [164, 994, 461, 1021]
directory-entry: — Frau S., Schneiderin, Stiftstr. 33, ⊠ 5: [1094, 1249, 1321, 1263]
directory-entry: — Wilh., Musiklehrer, Feldstr. 49, ⊠ 6: [1094, 1276, 1308, 1290]
directory-entry: Hövelein, Theo, Rostockerstr. 70, ⊠ 5: [784, 793, 997, 807]
directory-entry: — Gustav, Ingenieur, Fruchtallee 26, ⊠ 19: [784, 1088, 1023, 1102]
footer-notice: [430, 1800, 1230, 1825]
directory-entry: — jr., Rudolf, Kaufm., Ausschlägerweg 1, ⊠ 35: [784, 1195, 1047, 1209]
directory-entry: — John, Procurist, Wandsbeckerstieg 25, ⊠ 24: [164, 1061, 427, 1075]
directory-entry: — O., Tischlermstr., Lehmweg 3, ⊠ 30: [474, 927, 690, 941]
directory-entry: Hofelich, Jos., Ulrikusstr. 7, ⊠ 36: [1094, 565, 1282, 579]
directory-entry: — Johs. A., Techniker, Hufnerstr. 58, ⊠ 33: [784, 257, 1022, 271]
directory-entry: — Herm., Maurer, Stuvkamp 1, H. 1, ⊠ 22: [164, 954, 404, 968]
directory-entry: v. Hoff, Carl, Schiffscapitain, Eichenstr. 37, ⊠ 19: [1094, 847, 1369, 861]
directory-entry: — Johs., IF Eugen Collett, Collaustr. 23, ⊠ 31: [784, 672, 1041, 686]
directory-entry: — P., Hardenstr. 74, ⊠ 27: [1094, 1222, 1238, 1236]
directory-entry: — H., Zollassist., Goebenstr. 9, ⊠ 30: [474, 860, 680, 874]
directory-entry: Hörtnagel Wwe., Magdalena, Stresowstr. 100, H. 3, ⊠ 27: [784, 176, 1081, 204]
directory-entry: — Julius, Arbtr., Hohestr. 8, ⊠ 5: [474, 873, 654, 887]
